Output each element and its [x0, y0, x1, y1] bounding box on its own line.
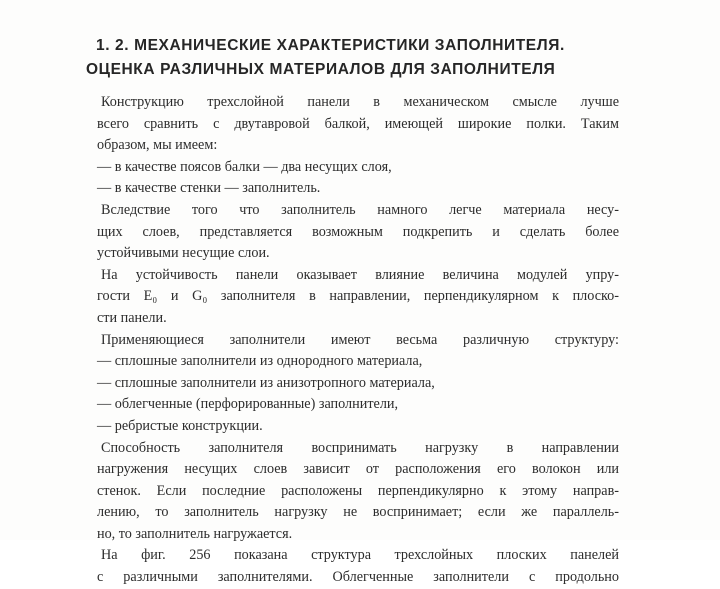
text-line: нагружения несущих слоев зависит от расположения его волокон или — [97, 461, 619, 478]
text-line: устойчивыми несущие слои. — [97, 245, 270, 262]
text-line: Вследствие того что заполнитель намного легче материала несу- — [101, 201, 619, 218]
text-line: На фиг. 256 показана структура трехслойных плоских панелей — [101, 547, 619, 564]
text-line: сти панели. — [97, 309, 167, 326]
text-line: с различными заполнителями. Облегченные заполнители с продольно — [97, 569, 619, 586]
text-line: щих слоев, представляется возможным подкрепить и сделать более — [97, 223, 619, 240]
text-line: Способность заполнителя воспринимать нагрузку в направлении — [101, 439, 619, 456]
text-line: Конструкцию трехслойной панели в механическом смысле лучше — [101, 94, 619, 110]
text-line: — сплошные заполнители из однородного материала, — [97, 353, 423, 370]
text-line: Применяющиеся заполнители имеют весьма различную структуру: — [101, 331, 619, 348]
text-line: но, то заполнитель нагружается. — [97, 525, 293, 542]
body-text — [97, 92, 619, 589]
text-line: На устойчивость панели оказывает влияние величина модулей упру- — [101, 266, 619, 283]
heading-line-2: ОЦЕНКА РАЗЛИЧНЫХ МАТЕРИАЛОВ ДЛЯ ЗАПОЛНИТЕЛЯ — [86, 61, 556, 78]
text-line: — ребристые конструкции. — [97, 417, 263, 434]
heading-line-1: 1. 2. МЕХАНИЧЕСКИЕ ХАРАКТЕРИСТИКИ ЗАПОЛНИТЕЛЯ. — [96, 37, 565, 54]
text-line: гости E₀ и G₀ заполнителя в направлении, перпендикулярном к плоско- — [97, 288, 619, 305]
text-line: лению, то заполнитель нагрузку не воспринимает; если же параллель- — [97, 504, 619, 521]
text-line: — облегченные (перфорированные) заполнители, — [97, 396, 399, 413]
section-heading — [86, 34, 626, 82]
text-line: всего сравнить с двутавровой балкой, имеющей широкие полки. Таким — [97, 115, 619, 132]
text-line: образом, мы имеем: — [97, 137, 218, 154]
text-line: стенок. Если последние расположены перпендикулярно к этому направ- — [97, 482, 619, 499]
text-line: — сплошные заполнители из анизотропного материала, — [97, 374, 435, 391]
text-line: — в качестве стенки — заполнитель. — [97, 180, 321, 197]
text-line: — в качестве поясов балки — два несущих слоя, — [97, 158, 392, 175]
